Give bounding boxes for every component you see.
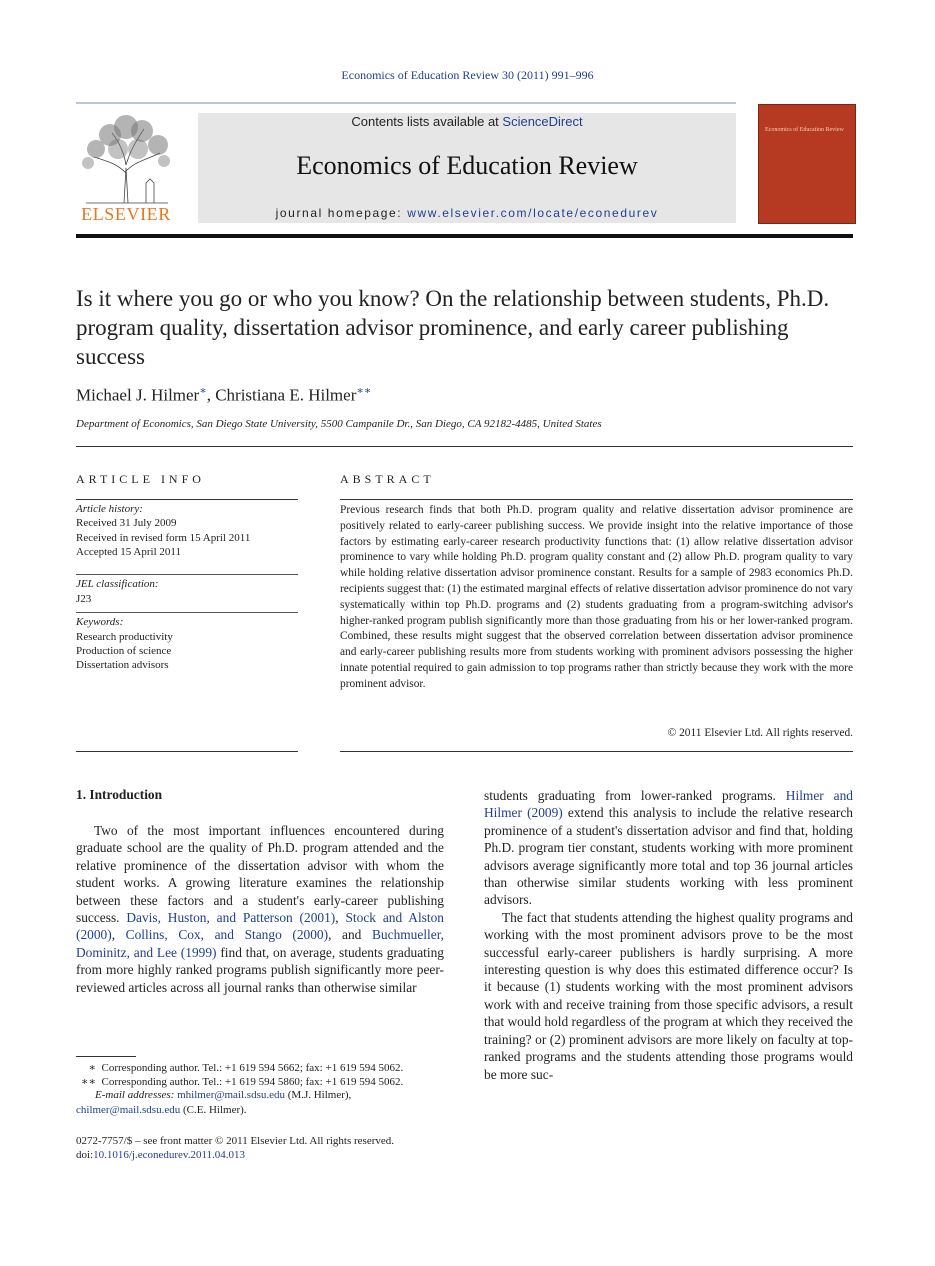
publisher-wordmark: ELSEVIER — [81, 204, 171, 224]
doi-link[interactable]: 10.1016/j.econedurev.2011.04.013 — [93, 1149, 246, 1161]
journal-citation[interactable]: Economics of Education Review 30 (2011) 991–996 — [341, 68, 594, 82]
footnote-2: ∗∗ Corresponding author. Tel.: +1 619 594 5860; fax: +1 619 594 5062. — [81, 1076, 404, 1088]
journal-name: Economics of Education Review — [296, 151, 638, 180]
author-list: Michael J. Hilmer∗, Christiana E. Hilmer∗∗ — [76, 385, 372, 405]
jel-label: JEL classification: — [76, 578, 159, 590]
abstract-divider — [340, 499, 853, 500]
paragraph: The fact that students attending the highest quality programs and working with the most prominent advisors prove to be the most successful early-career publishers is hardly surprising. A more interesting question is why does this estimated difference occur? Is it because (1) students working with the most prominent advisors work with and receive training from those specific advisors, a result that would hold regardless of the program at which they received the training? or (2) prominent advisors are more likely on faculty at top-ranked programs and the students attending those programs would be more suc- — [484, 909, 853, 1082]
email-line: chilmer@mail.sdsu.edu (C.E. Hilmer). — [76, 1104, 247, 1116]
citation-link[interactable]: Hilmer and Hilmer (2009) — [484, 788, 853, 821]
sciencedirect-link[interactable]: ScienceDirect — [502, 114, 583, 129]
citation-link[interactable]: Buchmueller, Dominitz, and Lee (1999) — [76, 927, 444, 960]
doi-line: doi:10.1016/j.econedurev.2011.04.013 — [76, 1149, 246, 1161]
affiliation-divider — [76, 446, 853, 447]
journal-cover-thumbnail — [758, 104, 856, 224]
footnote-1: ∗ Corresponding author. Tel.: +1 619 594 5662; fax: +1 619 594 5062. — [88, 1062, 404, 1074]
article-title: Is it where you go or who you know? On the relationship between students, Ph.D. program quality, dissertation advisor prominence, and early career publishing success — [76, 286, 830, 369]
info-divider — [76, 612, 298, 613]
info-bottom-divider — [76, 751, 298, 752]
citation-link[interactable]: Collins, Cox, and Stango (2000) — [125, 927, 329, 943]
citation-link[interactable]: Davis, Huston, and Patterson (2001) — [126, 910, 336, 926]
keyword: Production of science — [76, 645, 172, 657]
info-divider — [76, 499, 298, 500]
journal-homepage: journal homepage: www.elsevier.com/locate/econedurev — [275, 206, 659, 220]
author-name: Michael J. Hilmer — [76, 385, 200, 405]
citation-link[interactable]: Stock and Alston (2000) — [76, 910, 444, 943]
history-label: Article history: — [76, 503, 143, 515]
abstract-text: Previous research finds that both Ph.D. program quality and relative dissertation advisor prominence are positively related to early-career publishing success. We provide insight into the relative importance of those factors by estimating early-career research productivity functions that: (1) allow relative dissertation advisor prominence to vary while holding Ph.D. program quality constant and (2) allow Ph.D. program quality to vary while holding relative dissertation advisor prominence constant. Results for a sample of 2983 economics Ph.D. recipients suggest that: (1) the estimated marginal effects of relative dissertation advisor prominence do not vary systematically within top Ph.D. programs and (2) students graduating from a program-switching advisor's higher-ranked program publish significantly more than those graduating from his or her lower-ranked program. Combined, these results might suggest that the observed correlation between dissertation advisor prominence and early-career publishing results more from students working with prominent advisors possessing the higher innate potential required to gain admission to top programs rather than strictly because they work with the more prominent advisor. — [340, 504, 853, 690]
paragraph: Two of the most important influences encountered during graduate school are the quality of Ph.D. program attended and the relative prominence of the dissertation advisor with whom the student works. A growing literature examines the relationship between these factors and a student's early-career publishing success. Davis, Huston, and Patterson (2001), Stock and Alston (2000), Collins, Cox, and Stango (2000), and Buchmueller, Dominitz, and Lee (1999) find that, on average, students graduating from more highly ranked programs publish significantly more peer-reviewed articles across all journal ranks than otherwise similar — [76, 823, 444, 995]
section-heading-introduction: 1. Introduction — [76, 787, 163, 802]
journal-banner — [198, 113, 736, 223]
abstract-heading: ABSTRACT — [340, 472, 435, 486]
email-line: E-mail addresses: mhilmer@mail.sdsu.edu (M.J. Hilmer), — [95, 1089, 352, 1101]
footnote-divider — [76, 1056, 136, 1057]
body-column-left — [76, 822, 444, 996]
author-footnote-marker[interactable]: ∗ — [199, 385, 207, 397]
info-divider — [76, 574, 298, 575]
keyword: Dissertation advisors — [76, 659, 169, 671]
header-thick-rule — [76, 234, 853, 238]
email-link[interactable]: mhilmer@mail.sdsu.edu — [177, 1089, 285, 1101]
abstract-bottom-divider — [340, 751, 853, 752]
jel-code: J23 — [76, 593, 92, 605]
copyright-notice: © 2011 Elsevier Ltd. All rights reserved. — [667, 727, 853, 739]
issn-line: 0272-7757/$ – see front matter © 2011 Elsevier Ltd. All rights reserved. — [76, 1135, 395, 1147]
body-column-right — [484, 787, 853, 1083]
homepage-link[interactable]: www.elsevier.com/locate/econedurev — [407, 206, 659, 220]
keyword: Research productivity — [76, 631, 173, 643]
keywords-label: Keywords: — [76, 616, 124, 628]
accepted-date: Accepted 15 April 2011 — [76, 546, 181, 558]
cover-title: Economics of Education Review — [765, 127, 844, 133]
header-divider — [76, 102, 736, 104]
email-link[interactable]: chilmer@mail.sdsu.edu — [76, 1104, 181, 1116]
author-name: Christiana E. Hilmer — [215, 385, 357, 405]
contents-line: Contents lists available at ScienceDirect — [351, 114, 583, 129]
article-info-heading: ARTICLE INFO — [76, 472, 205, 486]
elsevier-tree-icon — [76, 113, 176, 205]
affiliation: Department of Economics, San Diego State University, 5500 Campanile Dr., San Diego, CA 92182-4485, United States — [76, 418, 602, 430]
revised-date: Received in revised form 15 April 2011 — [76, 532, 251, 544]
author-footnote-marker[interactable]: ∗∗ — [356, 385, 372, 397]
elsevier-logo — [76, 113, 176, 225]
paragraph: students graduating from lower-ranked programs. Hilmer and Hilmer (2009) extend this analysis to include the relative research prominence of a student's dissertation advisor and find that, holding Ph.D. program tier constant, students working with more prominent advisors average significantly more total and top 36 journal articles than otherwise similar students working with less prominent advisors. — [484, 788, 853, 908]
received-date: Received 31 July 2009 — [76, 517, 177, 529]
